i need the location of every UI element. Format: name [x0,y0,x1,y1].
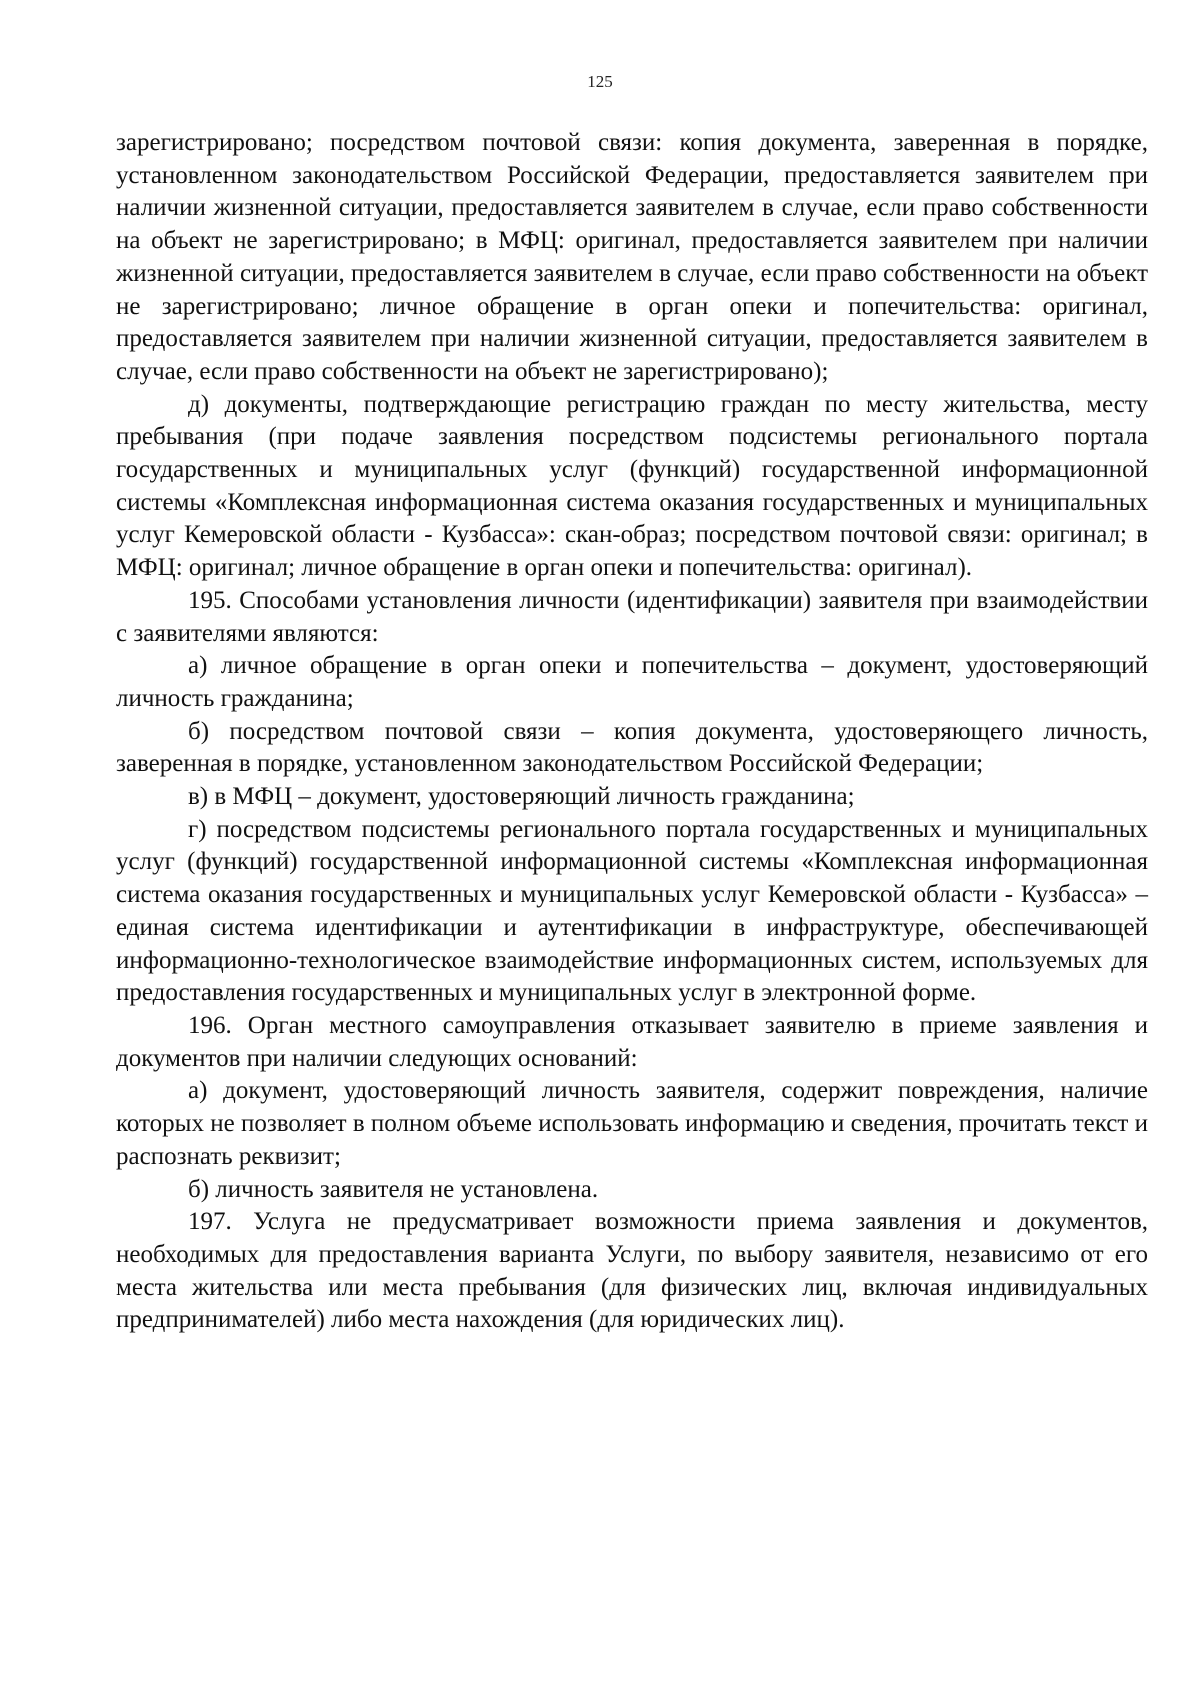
document-body [116,127,1148,1337]
paragraph-clause-195: 195. Способами установления личности (идентификации) заявителя при взаимодействии с заявителями являются: [116,586,1148,647]
paragraph-clause-196-b: б) личность заявителя не установлена. [188,1175,599,1203]
paragraph-clause-196: 196. Орган местного самоуправления отказывает заявителю в приеме заявления и документов при наличии следующих оснований: [116,1011,1148,1072]
page-number: 125 [587,72,613,91]
paragraph-clause-197: 197. Услуга не предусматривает возможности приема заявления и документов, необходимых для предоставления варианта Услуги, по выбору заявителя, независимо от его места жительства или места пребывания (для физических лиц, включая индивидуальных предпринимателей) либо места нахождения (для юридических лиц). [116,1208,1148,1334]
paragraph-clause-195-g: г) посредством подсистемы регионального портала государственных и муниципальных услуг (функций) государственной информационной системы «Комплексная информационная система оказания государственных и муниципальных услуг Кемеровской области - Кузбасса» – единая система идентификации и аутентификации в инфраструктуре, обеспечивающей информационно-технологическое взаимодействие информационных систем, используемых для предоставления государственных и муниципальных услуг в электронной форме. [116,815,1148,1007]
paragraph-clause-196-a: а) документ, удостоверяющий личность заявителя, содержит повреждения, наличие которых не позволяет в полном объеме использовать информацию и сведения, прочитать текст и распознать реквизит; [116,1077,1148,1170]
paragraph-continuation: зарегистрировано; посредством почтовой связи: копия документа, заверенная в порядке, установленном законодательством Российской Федерации, предоставляется заявителем при наличии жизненной ситуации, предоставляется заявителем в случае, если право собственности на объект не зарегистрировано; в МФЦ: оригинал, предоставляется заявителем при наличии жизненной ситуации, предоставляется заявителем в случае, если право собственности на объект не зарегистрировано; личное обращение в орган опеки и попечительства: оригинал, предоставляется заявителем при наличии жизненной ситуации, предоставляется заявителем в случае, если право собственности на объект не зарегистрировано); [116,129,1148,385]
paragraph-item-d: д) документы, подтверждающие регистрацию граждан по месту жительства, месту пребывания (при подаче заявления посредством подсистемы регионального портала государственных и муниципальных услуг (функций) государственной информационной системы «Комплексная информационная система оказания государственных и муниципальных услуг Кемеровской области - Кузбасса»: скан-образ; посредством почтовой связи: оригинал; в МФЦ: оригинал; личное обращение в орган опеки и попечительства: оригинал). [116,390,1148,582]
paragraph-clause-195-a: а) личное обращение в орган опеки и попечительства – документ, удостоверяющий личность гражданина; [116,652,1148,712]
paragraph-clause-195-v: в) в МФЦ – документ, удостоверяющий личность гражданина; [188,783,855,811]
paragraph-clause-195-b: б) посредством почтовой связи – копия документа, удостоверяющего личность, заверенная в порядке, установленном законодательством Российской Федерации; [116,717,1148,778]
